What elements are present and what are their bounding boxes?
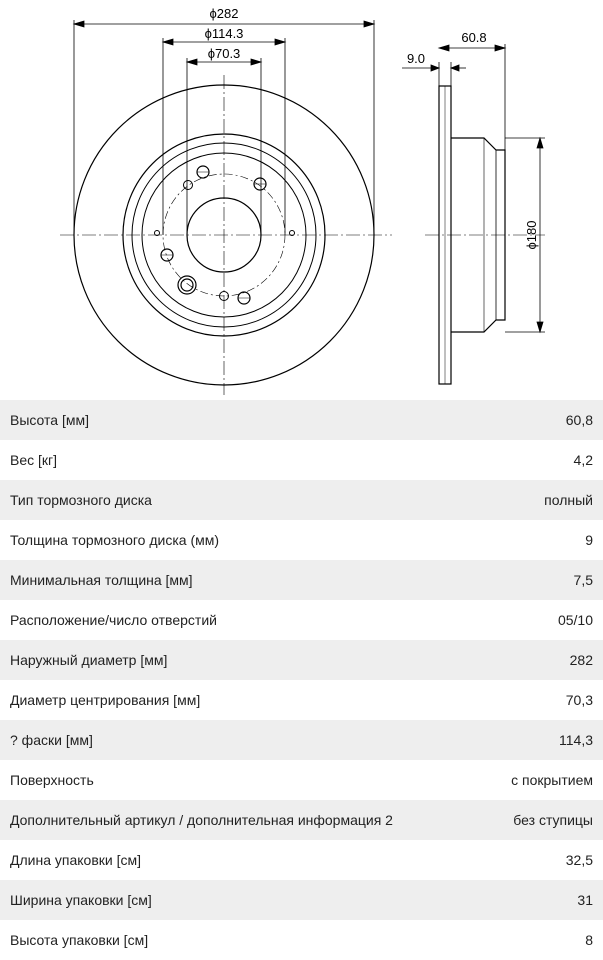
spec-row (0, 720, 603, 760)
spec-label: Ширина упаковки [см] (10, 892, 152, 908)
spec-row (0, 640, 603, 680)
spec-value: 282 (569, 652, 593, 668)
spec-value: 60,8 (565, 412, 593, 428)
spec-value: 31 (577, 892, 593, 908)
spec-value: 05/10 (557, 612, 593, 628)
front-view (60, 75, 392, 395)
dim-bolt-circle: ϕ114.3 (204, 26, 244, 41)
spec-row (0, 920, 603, 960)
spec-value: 4,2 (573, 452, 593, 468)
spec-value: с покрытием (511, 772, 593, 788)
spec-label: Минимальная толщина [мм] (10, 572, 193, 588)
brake-disc-drawing (0, 0, 603, 400)
spec-value: 7,5 (573, 572, 593, 588)
dim-center-bore: ϕ70.3 (207, 46, 241, 61)
spec-label: Диаметр центрирования [мм] (10, 692, 201, 708)
spec-value: 32,5 (565, 852, 593, 868)
spec-row (0, 520, 603, 560)
spec-row (0, 880, 603, 920)
spec-table (0, 400, 603, 960)
spec-row (0, 400, 603, 440)
spec-value: 9 (585, 532, 593, 548)
spec-label: Поверхность (10, 772, 94, 788)
spec-row (0, 560, 603, 600)
spec-row (0, 760, 603, 800)
spec-label: Вес [кг] (10, 452, 58, 468)
bolt-hole-4 (181, 279, 193, 291)
spec-row (0, 440, 603, 480)
dim-outer-diameter: ϕ282 (209, 6, 239, 21)
dim-height: 60.8 (461, 30, 487, 45)
spec-value: 114,3 (559, 732, 593, 748)
spec-row (0, 800, 603, 840)
technical-drawing-svg (0, 0, 603, 400)
spec-label: Длина упаковки [см] (10, 852, 141, 868)
spec-row (0, 600, 603, 640)
spec-value: полный (544, 492, 593, 508)
spec-row (0, 680, 603, 720)
spec-label: Толщина тормозного диска (мм) (10, 532, 220, 548)
spec-label: Тип тормозного диска (10, 492, 152, 508)
pin-hole-1 (184, 181, 193, 190)
spec-value: 8 (585, 932, 593, 948)
spec-label: Высота упаковки [см] (10, 932, 149, 948)
spec-row (0, 480, 603, 520)
dim-hat-diameter: ϕ180 (524, 220, 539, 250)
spec-label: Расположение/число отверстий (10, 612, 217, 628)
spec-label: ? фаски [мм] (10, 732, 93, 748)
side-dimensions (402, 44, 545, 332)
spec-label: Дополнительный артикул / дополнительная информация 2 (10, 812, 393, 828)
spec-row (0, 840, 603, 880)
spec-value: без ступицы (513, 812, 593, 828)
spec-label: Наружный диаметр [мм] (10, 652, 168, 668)
spec-value: 70,3 (565, 692, 593, 708)
spec-label: Высота [мм] (10, 412, 89, 428)
dim-disc-thickness: 9.0 (406, 51, 426, 66)
